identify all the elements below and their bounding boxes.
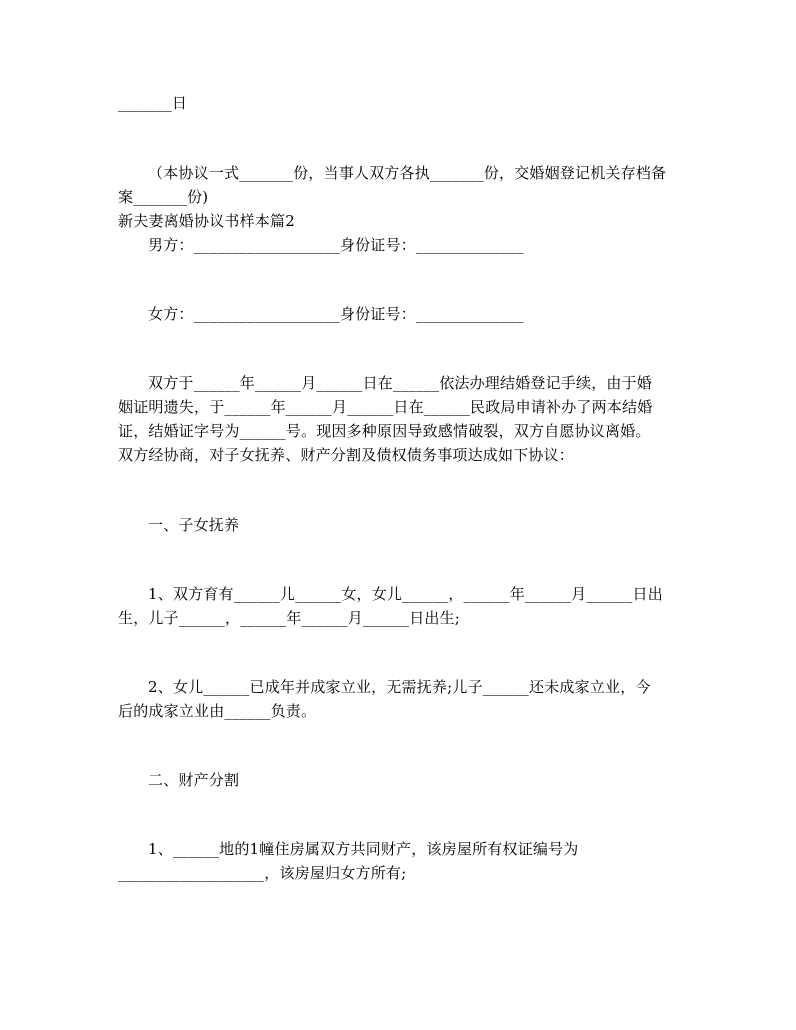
child-clause-1-line-2: 生，儿子______，______年______月______日出生; — [118, 609, 461, 627]
copies-clause-line-1: （本协议一式_______份，当事人双方各执_______份，交婚姻登记机关存档备 — [148, 164, 667, 182]
child-clause-1-line-1: 1、双方育有______儿______女，女儿______，______年______月______日出 — [148, 585, 663, 603]
marriage-paragraph-line-4: 双方经协商，对子女抚养、财产分割及债权债务事项达成如下协议： — [118, 446, 575, 464]
marriage-paragraph-line-1: 双方于______年______月______日在______依法办理结婚登记手续，由于婚 — [148, 374, 653, 392]
heading-child-custody: 一、子女抚养 — [148, 516, 240, 534]
heading-property-division: 二、财产分割 — [148, 771, 240, 789]
copies-clause-line-2: 案_______份) — [118, 188, 209, 206]
marriage-paragraph-line-3: 证，结婚证字号为______号。现因多种原因导致感情破裂，双方自愿协议离婚。 — [118, 422, 651, 440]
section-title: 新夫妻离婚协议书样本篇2 — [118, 212, 295, 230]
wife-id-line: 女方：___________________身份证号：______________ — [148, 305, 524, 323]
child-clause-2-line-1: 2、女儿______已成年并成家立业，无需抚养;儿子______还未成家立业，今 — [148, 678, 651, 696]
date-line: _______日 — [118, 94, 188, 112]
husband-id-line: 男方：___________________身份证号：______________ — [148, 236, 524, 254]
property-clause-1-line-1: 1、______地的1幢住房属双方共同财产，该房屋所有权证编号为 — [148, 840, 579, 858]
property-clause-1-line-2: ___________________，该房屋归女方所有; — [118, 864, 407, 882]
marriage-paragraph-line-2: 姻证明遗失，于______年______月______日在______民政局申请补办了两本结婚 — [118, 398, 653, 416]
child-clause-2-line-2: 后的成家立业由______负责。 — [118, 702, 317, 720]
